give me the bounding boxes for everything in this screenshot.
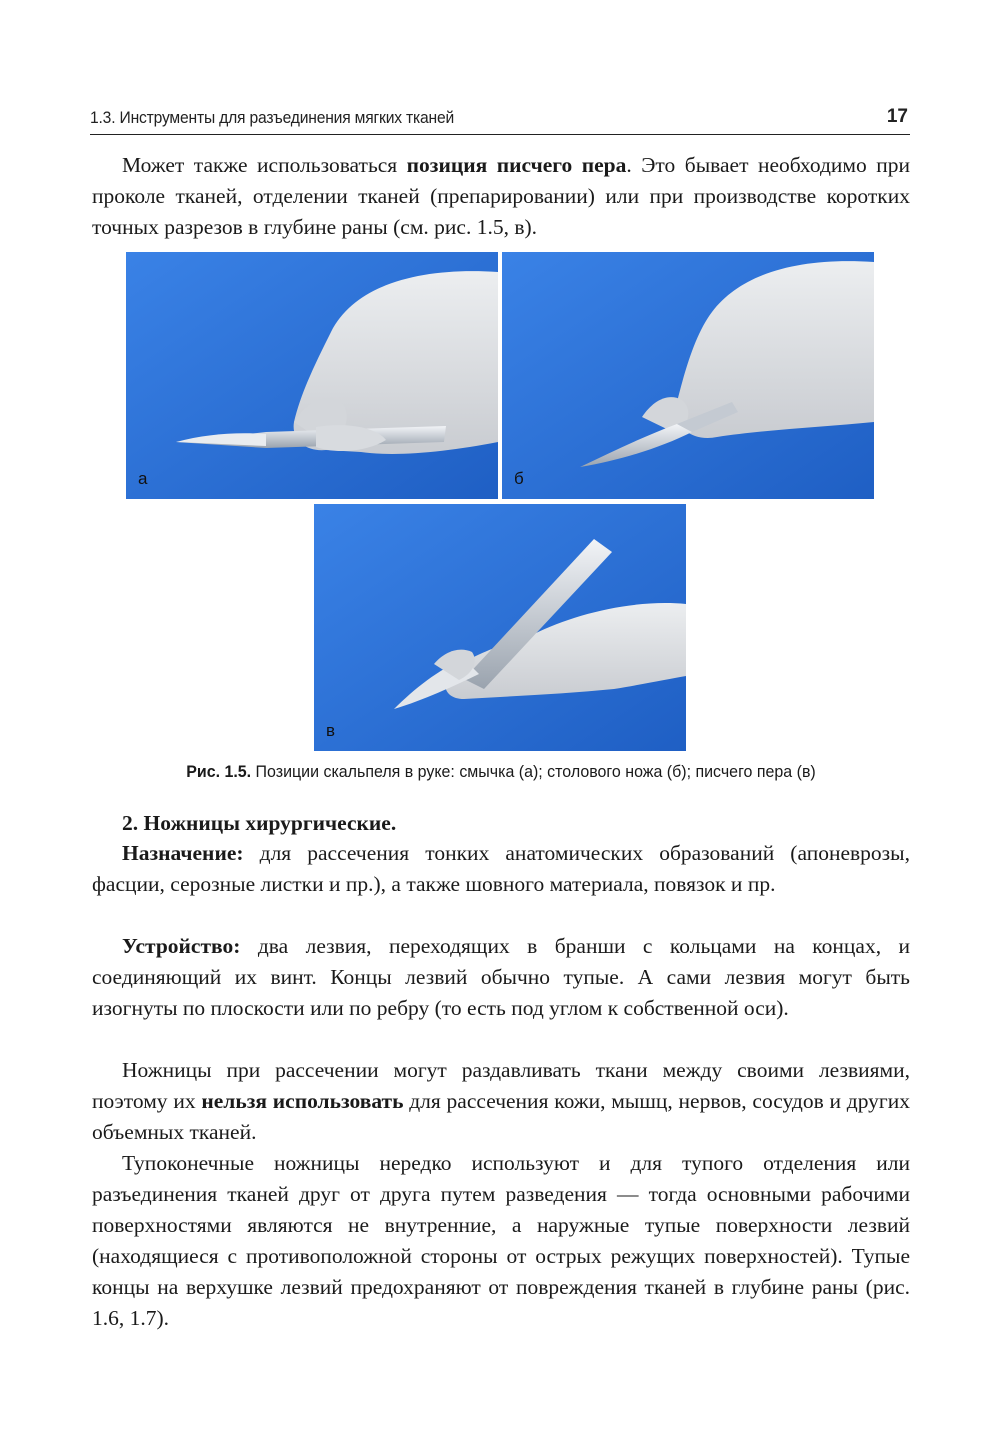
running-header	[90, 106, 910, 135]
intro-paragraph	[92, 150, 910, 243]
intro-bold: позиция писчего пера	[406, 153, 627, 177]
intro-text-a: Может также использоваться	[122, 153, 407, 177]
purpose-paragraph	[92, 838, 910, 900]
photo-b-label: б	[514, 469, 524, 488]
figure-caption	[117, 762, 886, 782]
photo-c	[314, 504, 686, 751]
photo-c-label: в	[326, 721, 336, 740]
intro-text-b: . Это бывает необходимо при проколе тканей, отделении тканей (препарировании) или при производстве коротких точных разрезов в глубине раны (см. рис. 1.5, в).	[92, 153, 910, 239]
blunt-scissors-paragraph: Тупоконечные ножницы нередко используют и для тупого отделения или разъединения тканей друг от друга путем разведения — тогда основными рабочими поверхностями являются не внутренние, а наружные тупые поверхности лезвий (находящиеся с противоположной стороны от острых режущих поверхностей). Тупые концы на верхушке лезвий предохраняют от повреждения тканей в глубине раны (рис. 1.6, 1.7).	[92, 1151, 910, 1330]
purpose-label: Назначение:	[122, 841, 244, 865]
running-title: 1.3. Инструменты для разъединения мягких тканей	[90, 108, 455, 127]
page-number: 17	[886, 106, 908, 127]
photo-a-label: а	[138, 469, 148, 488]
scissors-warning-paragraph: Ножницы при рассечении могут раздавливать ткани между своими лезвиями, поэтому их нельзя использовать для рассечения кожи, мышц, нервов, сосудов и других объемных тканей.	[92, 1058, 910, 1144]
photo-b	[502, 252, 874, 499]
purpose-text: для рассечения тонких анатомических образований (апоневрозы, фасции, серозные листки и пр.), а также шовного материала, повязок и пр.	[92, 841, 910, 896]
device-label: Устройство:	[122, 934, 241, 958]
device-text: два лезвия, переходящих в бранши с кольцами на концах, и соединяющий их винт. Концы лезвий обычно тупые. А сами лезвия могут быть изогнуты по плоскости или по ребру (то есть под углом к собственной оси).	[92, 934, 910, 1020]
caption-label: Рис. 1.5.	[186, 762, 252, 781]
device-paragraph	[92, 931, 910, 1024]
warning-bold: нельзя использовать	[201, 1089, 404, 1113]
caption-text: Позиции скальпеля в руке: смычка (а); столового ножа (б); писчего пера (в)	[251, 762, 816, 781]
section-heading: 2. Ножницы хирургические.	[122, 811, 397, 835]
photo-a	[126, 252, 498, 499]
